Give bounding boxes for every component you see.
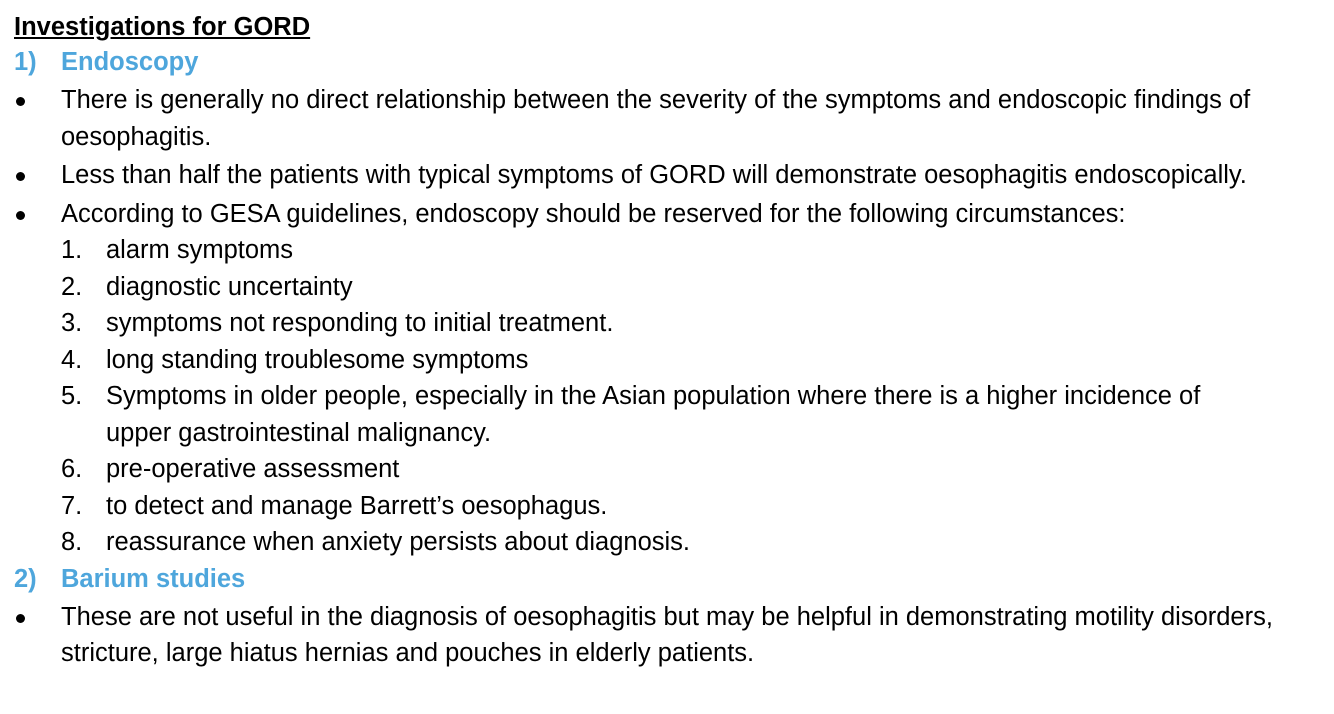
item-text: long standing troublesome symptoms (106, 345, 529, 374)
bullet-item (14, 599, 1320, 672)
bullet-dot-icon (14, 196, 61, 561)
numbered-list (61, 232, 1310, 561)
bullet-list (14, 599, 1320, 672)
section-title: Endoscopy (61, 48, 199, 76)
numbered-item (61, 378, 1310, 451)
bullet-text: According to GESA guidelines, endoscopy should be reserved for the following circumstances: (61, 199, 1126, 228)
item-text: symptoms not responding to initial treatment. (106, 309, 614, 337)
bullet-item (14, 82, 1320, 155)
bullet-text: These are not useful in the diagnosis of oesophagitis but may be helpful in demonstrating motility disorders, stricture, large hiatus hernias and pouches in elderly patients. (61, 602, 1273, 667)
bullet-dot-icon (14, 599, 61, 672)
section-number: 2) (14, 564, 37, 593)
numbered-item (61, 305, 1310, 342)
bullet-text: Less than half the patients with typical symptoms of GORD will demonstrate oesophagitis endoscopically. (61, 161, 1247, 189)
item-number: 5. (61, 382, 83, 410)
bullet-item (14, 196, 1320, 561)
numbered-item (61, 488, 1310, 525)
item-number: 4. (61, 345, 83, 374)
bullet-text: There is generally no direct relationship between the severity of the symptoms and endoscopic findings of oesophagitis. (61, 86, 1251, 151)
bullet-body (61, 196, 1320, 561)
numbered-item (61, 451, 1310, 488)
item-text: Symptoms in older people, especially in the Asian population where there is a higher incidence of upper gastrointestinal malignancy. (106, 382, 1201, 447)
item-number: 6. (61, 455, 83, 483)
section-heading-barium-studies (14, 561, 1320, 597)
bullet-dot-icon (14, 157, 61, 194)
numbered-item (61, 524, 1310, 561)
item-number: 3. (61, 309, 83, 337)
section-endoscopy (14, 44, 1320, 561)
bullet-dot-icon (14, 82, 61, 155)
item-number: 1. (61, 236, 83, 264)
section-number: 1) (14, 48, 37, 76)
item-number: 7. (61, 491, 83, 520)
section-barium-studies (14, 561, 1320, 672)
item-number: 8. (61, 528, 83, 556)
section-heading-endoscopy (14, 44, 1320, 80)
item-text: reassurance when anxiety persists about diagnosis. (106, 528, 690, 556)
bullet-item (14, 157, 1320, 194)
item-number: 2. (61, 272, 83, 301)
numbered-item (61, 269, 1310, 306)
page-title: Investigations for GORD (14, 13, 311, 41)
numbered-item (61, 342, 1310, 379)
numbered-item (61, 232, 1310, 269)
item-text: pre-operative assessment (106, 455, 400, 483)
item-text: to detect and manage Barrett’s oesophagus. (106, 491, 608, 520)
item-text: alarm symptoms (106, 236, 294, 264)
section-title: Barium studies (61, 564, 246, 593)
bullet-list (14, 82, 1320, 561)
item-text: diagnostic uncertainty (106, 272, 353, 301)
